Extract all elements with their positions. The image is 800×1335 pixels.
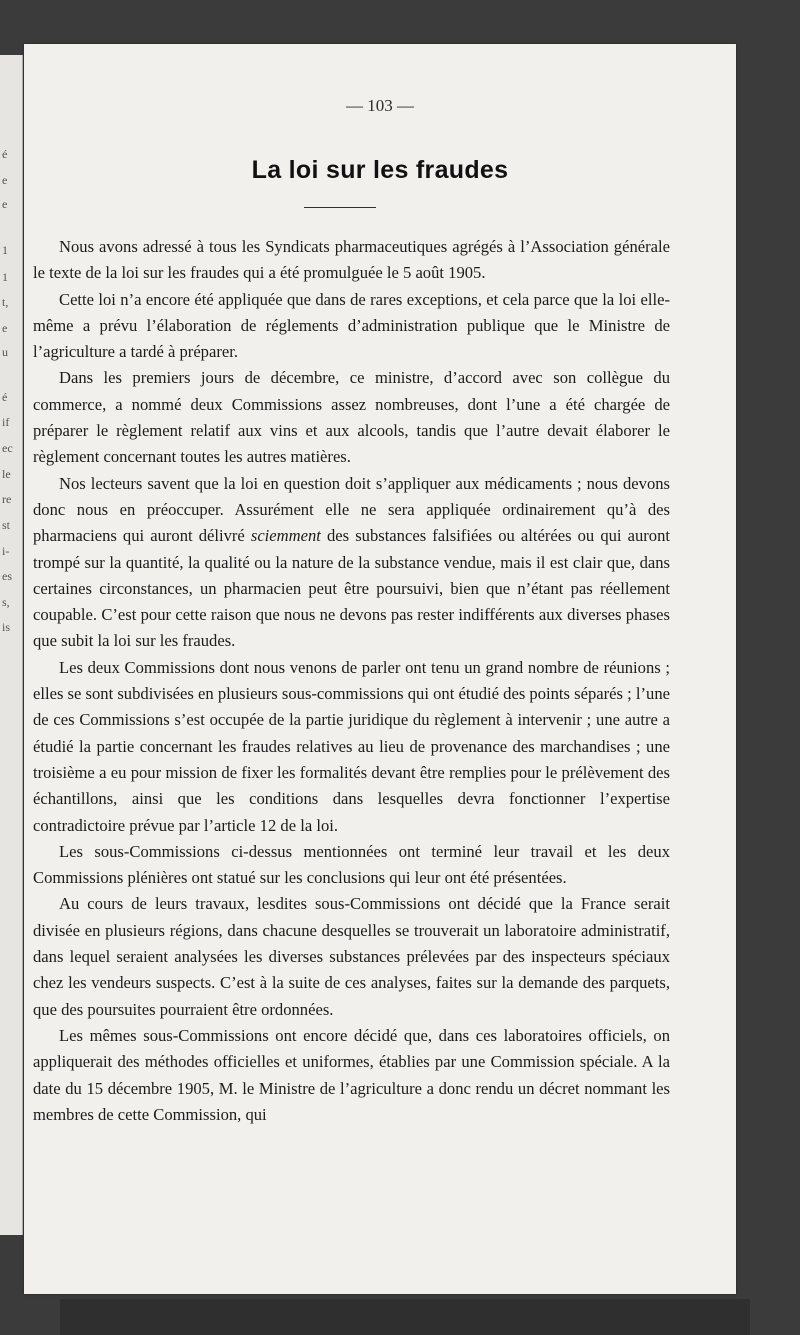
margin-glyph: ec (2, 441, 13, 455)
paragraph-text: Les sous-Commissions ci-dessus mentionnées ont terminé leur travail et les deux Commissions plénières ont statué sur les conclusions qui leur ont été présentées. (33, 841, 670, 888)
paragraph-text: Dans les premiers jours de décembre, ce ministre, d’accord avec son collègue du commerce, a nommé deux Commissions assez nombreuses, dont l’une a été chargée de préparer le règlement relatif aux vins et aux alcools, tandis que l’autre devait élaborer le règlement concernant toutes les autres matières. (33, 368, 670, 467)
scan-background (60, 1299, 750, 1335)
paragraph-text: Nous avons adressé à tous les Syndicats pharmaceutiques agrégés à l’Association générale le texte de la loi sur les fraudes qui a été promulguée le 5 août 1905. (33, 237, 670, 283)
margin-glyph: t, (2, 295, 9, 309)
title-rule (304, 207, 376, 208)
paragraph (33, 1023, 670, 1128)
margin-glyph: u (2, 345, 8, 359)
page-title: La loi sur les fraudes (251, 156, 509, 184)
adjacent-page-edge (0, 55, 23, 1235)
margin-glyph: re (2, 492, 12, 506)
margin-glyph: e (2, 321, 8, 335)
margin-glyph: é (2, 390, 8, 404)
margin-glyph: é (2, 147, 8, 161)
margin-glyph: st (2, 518, 11, 532)
margin-glyph: i- (2, 544, 10, 558)
paragraph (33, 234, 670, 287)
margin-glyph: s, (2, 595, 10, 609)
emphasis-text: sciemment (250, 526, 321, 546)
paragraph (33, 365, 670, 470)
paragraph (33, 839, 670, 892)
document-page (24, 44, 736, 1294)
margin-glyph: es (2, 569, 12, 583)
margin-glyph: le (2, 467, 11, 481)
margin-glyph: e (2, 197, 8, 211)
margin-glyph: is (2, 620, 11, 634)
paragraph-text: des substances falsifiées ou altérées ou qui auront trompé sur la quantité, la qualité ou la nature de la substance vendue, mais il est clair que, dans certaines circonstances, un pharmacien peut être poursuivi, bien que n’étant pas réellement coupable. C’est pour cette raison que nous ne devons pas rester indifférents aux diverses phases que subit la loi sur les fraudes. (33, 526, 670, 651)
page-number: — 103 — (346, 96, 414, 115)
paragraph-text: Les deux Commissions dont nous venons de parler ont tenu un grand nombre de réunions ; elles se sont subdivisées en plusieurs sous-commissions qui ont étudié des points séparés ; l’une de ces Commissions s’est occupée de la partie juridique du règlement à intervenir ; une autre a étudié la partie concernant les fraudes relatives au lieu de provenance des marchandises ; une troisième a eu pour mission de fixer les formalités devant être remplies pour le prélèvement des échantillons, ainsi que les conditions dans lesquelles devra fonctionner l’expertise contradictoire prévue par l’article 12 de la loi. (33, 657, 670, 835)
margin-glyph: 1 (2, 270, 8, 284)
margin-glyph: 1 (2, 243, 8, 257)
margin-glyph: if (2, 415, 10, 429)
paragraph-text: Cette loi n’a encore été appliquée que dans de rares exceptions, et cela parce que la loi elle-même a prévu l’élaboration de réglements d’administration publique que le Ministre de l’agriculture a tardé à préparer. (33, 289, 670, 362)
paragraph (33, 655, 670, 839)
paragraph (33, 287, 670, 366)
paragraph (33, 471, 670, 655)
article-body (33, 234, 670, 1128)
paragraph-text: Nos lecteurs savent que la loi en question doit s’appliquer aux médicaments ; nous devons donc nous en préoccuper. Assurément elle ne sera appliquée ordinairement qu’à des pharmaciens qui auront délivré (33, 473, 670, 546)
paragraph-text: Les mêmes sous-Commissions ont encore décidé que, dans ces laboratoires officiels, on appliquerait des méthodes officielles et uniformes, établies par une Commission spéciale. A la date du 15 décembre 1905, M. le Ministre de l’agriculture a donc rendu un décret nommant les membres de cette Commission, qui (33, 1025, 670, 1124)
margin-glyph: e (2, 173, 8, 187)
paragraph-text: Au cours de leurs travaux, lesdites sous-Commissions ont décidé que la France serait divisée en plusieurs régions, dans chacune desquelles se trouverait un laboratoire administratif, dans lequel seraient analysées les diverses substances prélevées par des inspecteurs spéciaux chez les vendeurs suspects. C’est à la suite de ces analyses, faites sur la demande des parquets, que des poursuites pourraient être ordonnées. (33, 894, 670, 1019)
paragraph (33, 891, 670, 1022)
